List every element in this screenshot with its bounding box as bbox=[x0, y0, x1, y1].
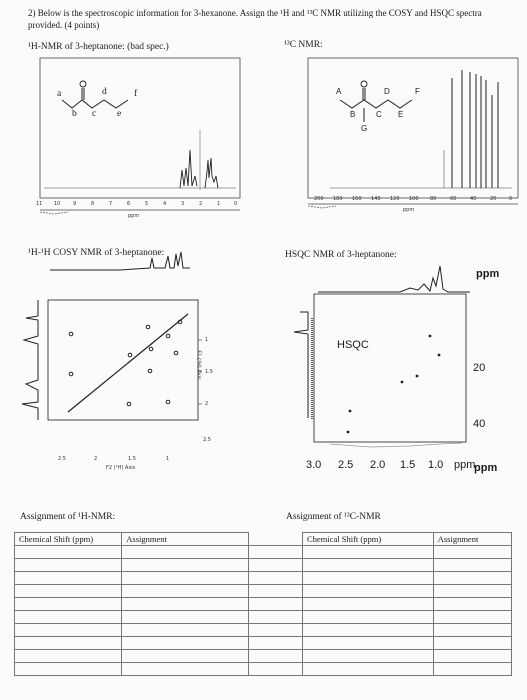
c-tick: 100 bbox=[409, 196, 419, 202]
assign-h-title: Assignment of ¹H-NMR: bbox=[20, 512, 116, 522]
table-row bbox=[15, 624, 512, 637]
h-label-f: f bbox=[134, 89, 138, 99]
table-row bbox=[15, 663, 512, 676]
h-tick: 7 bbox=[109, 201, 113, 207]
c-shift-header: Chemical Shift (ppm) bbox=[303, 533, 434, 546]
c-tick: 140 bbox=[371, 196, 381, 202]
c-tick: 180 bbox=[333, 196, 343, 202]
table-row bbox=[15, 585, 512, 598]
cosy-xlabel: F2 (¹H) Axis bbox=[106, 465, 136, 471]
h-label-c: c bbox=[92, 109, 97, 119]
c-label-B: B bbox=[350, 110, 356, 119]
h-tick: 8 bbox=[91, 201, 95, 207]
c-tick: 80 bbox=[430, 196, 437, 202]
hsqc-inner-label: HSQC bbox=[337, 339, 369, 351]
h-assignment-header: Assignment bbox=[122, 533, 249, 546]
table-row bbox=[15, 598, 512, 611]
cosy-xtick: 2 bbox=[94, 456, 98, 462]
c-tick: 160 bbox=[352, 196, 362, 202]
h-tick: 4 bbox=[163, 201, 167, 207]
c-label-C: C bbox=[376, 110, 382, 119]
h-tick: 10 bbox=[54, 201, 61, 207]
h-shift-header: Chemical Shift (ppm) bbox=[15, 533, 122, 546]
c-tick: 40 bbox=[470, 196, 477, 202]
cosy-ytick: 2.5 bbox=[203, 437, 211, 443]
hsqc-xtick: 2.5 bbox=[338, 459, 354, 471]
h-tick: 3 bbox=[181, 201, 185, 207]
h-tick: 9 bbox=[73, 201, 77, 207]
hsqc-xtick: 2.0 bbox=[370, 459, 386, 471]
h-tick: 5 bbox=[145, 201, 149, 207]
table-row bbox=[15, 650, 512, 663]
c-tick: 60 bbox=[450, 196, 457, 202]
h-unit: ppm bbox=[128, 213, 140, 219]
h-tick: 1 bbox=[217, 201, 221, 207]
hsqc-title: HSQC NMR of 3-heptanone: bbox=[285, 250, 397, 260]
h-label-b: b bbox=[72, 109, 77, 119]
h-tick: 0 bbox=[234, 201, 238, 207]
table-row bbox=[15, 572, 512, 585]
table-row bbox=[15, 546, 512, 559]
h-nmr-title: ¹H-NMR of 3-heptanone: (bad spec.) bbox=[28, 42, 169, 52]
assign-c-title: Assignment of ¹³C-NMR bbox=[286, 512, 381, 522]
cosy-xtick: 2.5 bbox=[58, 456, 66, 462]
cosy-ylabel: F1 (¹H) Axis bbox=[195, 350, 202, 380]
h-label-d: d bbox=[102, 87, 107, 97]
h-tick: 11 bbox=[36, 201, 43, 207]
hsqc-xunit: ppm bbox=[454, 459, 476, 471]
cosy-title: ¹H-¹H COSY NMR of 3-heptanone: bbox=[28, 248, 165, 258]
hsqc-ppm-top: ppm bbox=[476, 268, 500, 280]
c-tick: 200 bbox=[314, 196, 324, 202]
c-tick: 0 bbox=[509, 196, 513, 202]
c-label-E: E bbox=[398, 110, 404, 119]
hsqc-xtick: 1.5 bbox=[400, 459, 416, 471]
hsqc-ytick: 20 bbox=[473, 362, 486, 374]
question-text: 2) Below is the spectroscopic information for 3-hexanone. Assign the ¹H and ¹³C NMR utilizing the COSY and HSQC spectra provided. (4 points) bbox=[28, 8, 482, 30]
hsqc-ppm-bottom: ppm bbox=[474, 462, 498, 474]
c-label-F: F bbox=[415, 87, 420, 96]
hsqc-xtick: 1.0 bbox=[428, 459, 444, 471]
cosy-xtick: 1 bbox=[166, 456, 170, 462]
h-label-a: a bbox=[57, 89, 62, 99]
cosy-xtick: 1.5 bbox=[128, 456, 136, 462]
c-label-D: D bbox=[384, 87, 390, 96]
c-label-A: A bbox=[336, 87, 342, 96]
h-tick: 6 bbox=[127, 201, 131, 207]
hsqc-xtick: 3.0 bbox=[306, 459, 322, 471]
cosy-ytick: 1.5 bbox=[205, 369, 213, 375]
table-row bbox=[15, 637, 512, 650]
c-nmr-title: ¹³C NMR: bbox=[284, 40, 323, 50]
assignment-table bbox=[14, 532, 512, 676]
c-tick: 120 bbox=[390, 196, 400, 202]
h-label-e: e bbox=[117, 109, 122, 119]
c-tick: 20 bbox=[490, 196, 497, 202]
table-row bbox=[15, 611, 512, 624]
table-row bbox=[15, 559, 512, 572]
c-assignment-header: Assignment bbox=[433, 533, 511, 546]
c-unit: ppm bbox=[403, 207, 415, 213]
hsqc-ytick: 40 bbox=[473, 418, 486, 430]
h-tick: 2 bbox=[199, 201, 203, 207]
table-header-row bbox=[15, 533, 512, 546]
cosy-ytick: 1 bbox=[205, 337, 209, 343]
c-label-G: G bbox=[361, 124, 368, 133]
cosy-ytick: 2 bbox=[205, 401, 209, 407]
